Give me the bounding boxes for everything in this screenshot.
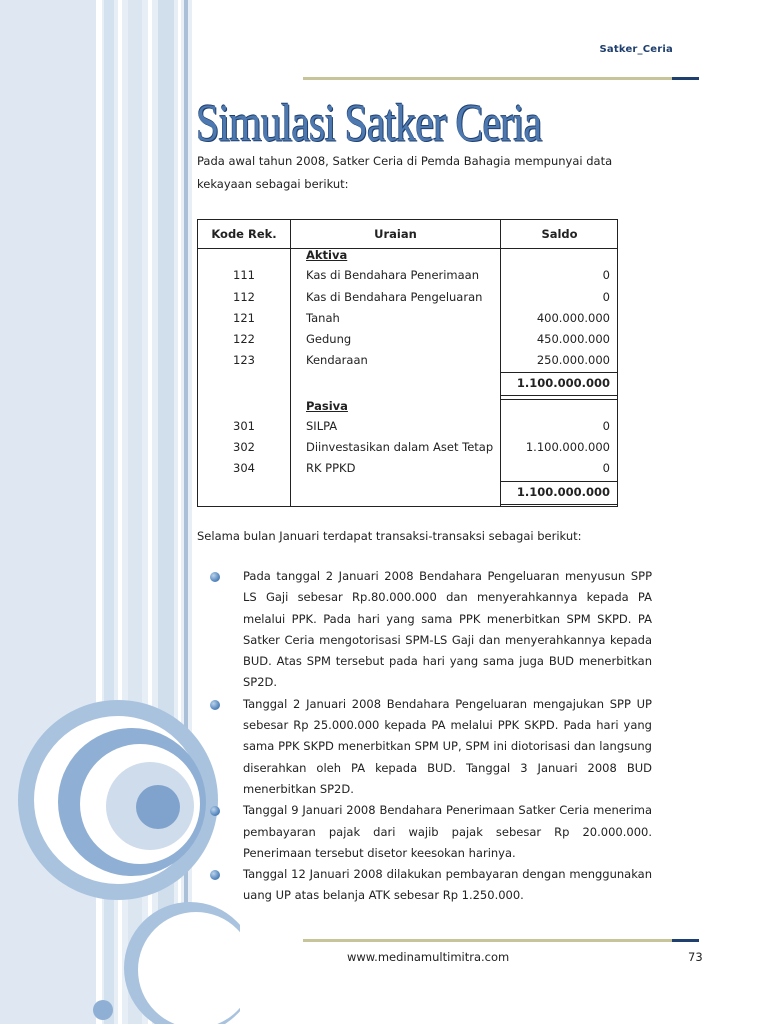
intro-line-2: kekayaan sebagai berikut: [197,177,349,191]
footer-url: www.medinamultimitra.com [347,950,510,964]
list-item: Tanggal 12 Januari 2008 dilakukan pembayaran dengan menggunakan uang UP atas belanja ATK sebesar Rp 1.250.000. [210,864,652,907]
page-number: 73 [688,950,703,964]
header-rule [303,77,673,80]
page-title: Simulasi Satker Ceria [196,95,542,153]
section-label-liabilities: Pasiva [306,399,348,413]
bullet-icon [210,806,220,816]
col-header-desc: Uraian [374,227,417,241]
assets-total: 1.100.000.000 [516,376,610,390]
transaction-list [210,566,652,907]
col-header-amount: Saldo [541,227,578,241]
col-header-code: Kode Rek. [211,227,277,241]
section-label-assets: Aktiva [306,248,348,262]
header-rule-accent [672,77,699,80]
footer-rule-accent [672,939,699,942]
liabilities-total: 1.100.000.000 [516,485,610,499]
liabilities-top-rule [500,399,617,400]
list-item: Pada tanggal 2 Januari 2008 Bendahara Pengeluaran menyusun SPP LS Gaji sebesar Rp.80.000.000 dan menyerahkannya kepada PA melalui PPK. Pada hari yang sama PPK menerbitkan SPM SKPD. PA Satker Ceria mengotorisasi SPM-LS Gaji dan menyerahkannya kepada BUD. Atas SPM tersebut pada hari yang sama juga BUD menerbitkan SP2D. [210,566,652,694]
transactions-intro: Selama bulan Januari terdapat transaksi-transaksi sebagai berikut: [197,529,582,543]
bullet-icon [210,700,220,710]
balance-table: Kode Rek. Uraian Saldo Aktiva 111 Kas di Bendahara Penerimaan 0 112 Kas di Bendahara Pengeluaran 0 121 Tanah 400.000.000 122 Gedung 450.000.000 123 Kendaraan 250.000.000 1.100.000.000 Pasiva 301 SILPA 0 302 Diinvestasikan dalam Aset Tetap 1.100.000.000 304 RK PPKD 0 1.100.000.000 [197,219,618,507]
decorative-side-band [0,0,192,1024]
footer-rule [303,939,673,942]
bullet-icon [210,870,220,880]
list-item: Tanggal 2 Januari 2008 Bendahara Pengeluaran mengajukan SPP UP sebesar Rp 25.000.000 kepada PA melalui PPK SKPD. Pada hari yang sama PPK SKPD menerbitkan SPM UP, SPM ini diotorisasi dan langsung diserahkan oleh PA kepada BUD. Tanggal 3 Januari 2008 BUD menerbitkan SP2D. [210,694,652,800]
bullet-icon [210,572,220,582]
list-item: Tanggal 9 Januari 2008 Bendahara Penerimaan Satker Ceria menerima pembayaran pajak dari wajib pajak sebesar Rp 20.000.000. Penerimaan tersebut disetor keesokan harinya. [210,800,652,864]
intro-line-1: Pada awal tahun 2008, Satker Ceria di Pemda Bahagia mempunyai data [197,154,613,168]
header-label: Satker_Ceria [599,44,673,55]
